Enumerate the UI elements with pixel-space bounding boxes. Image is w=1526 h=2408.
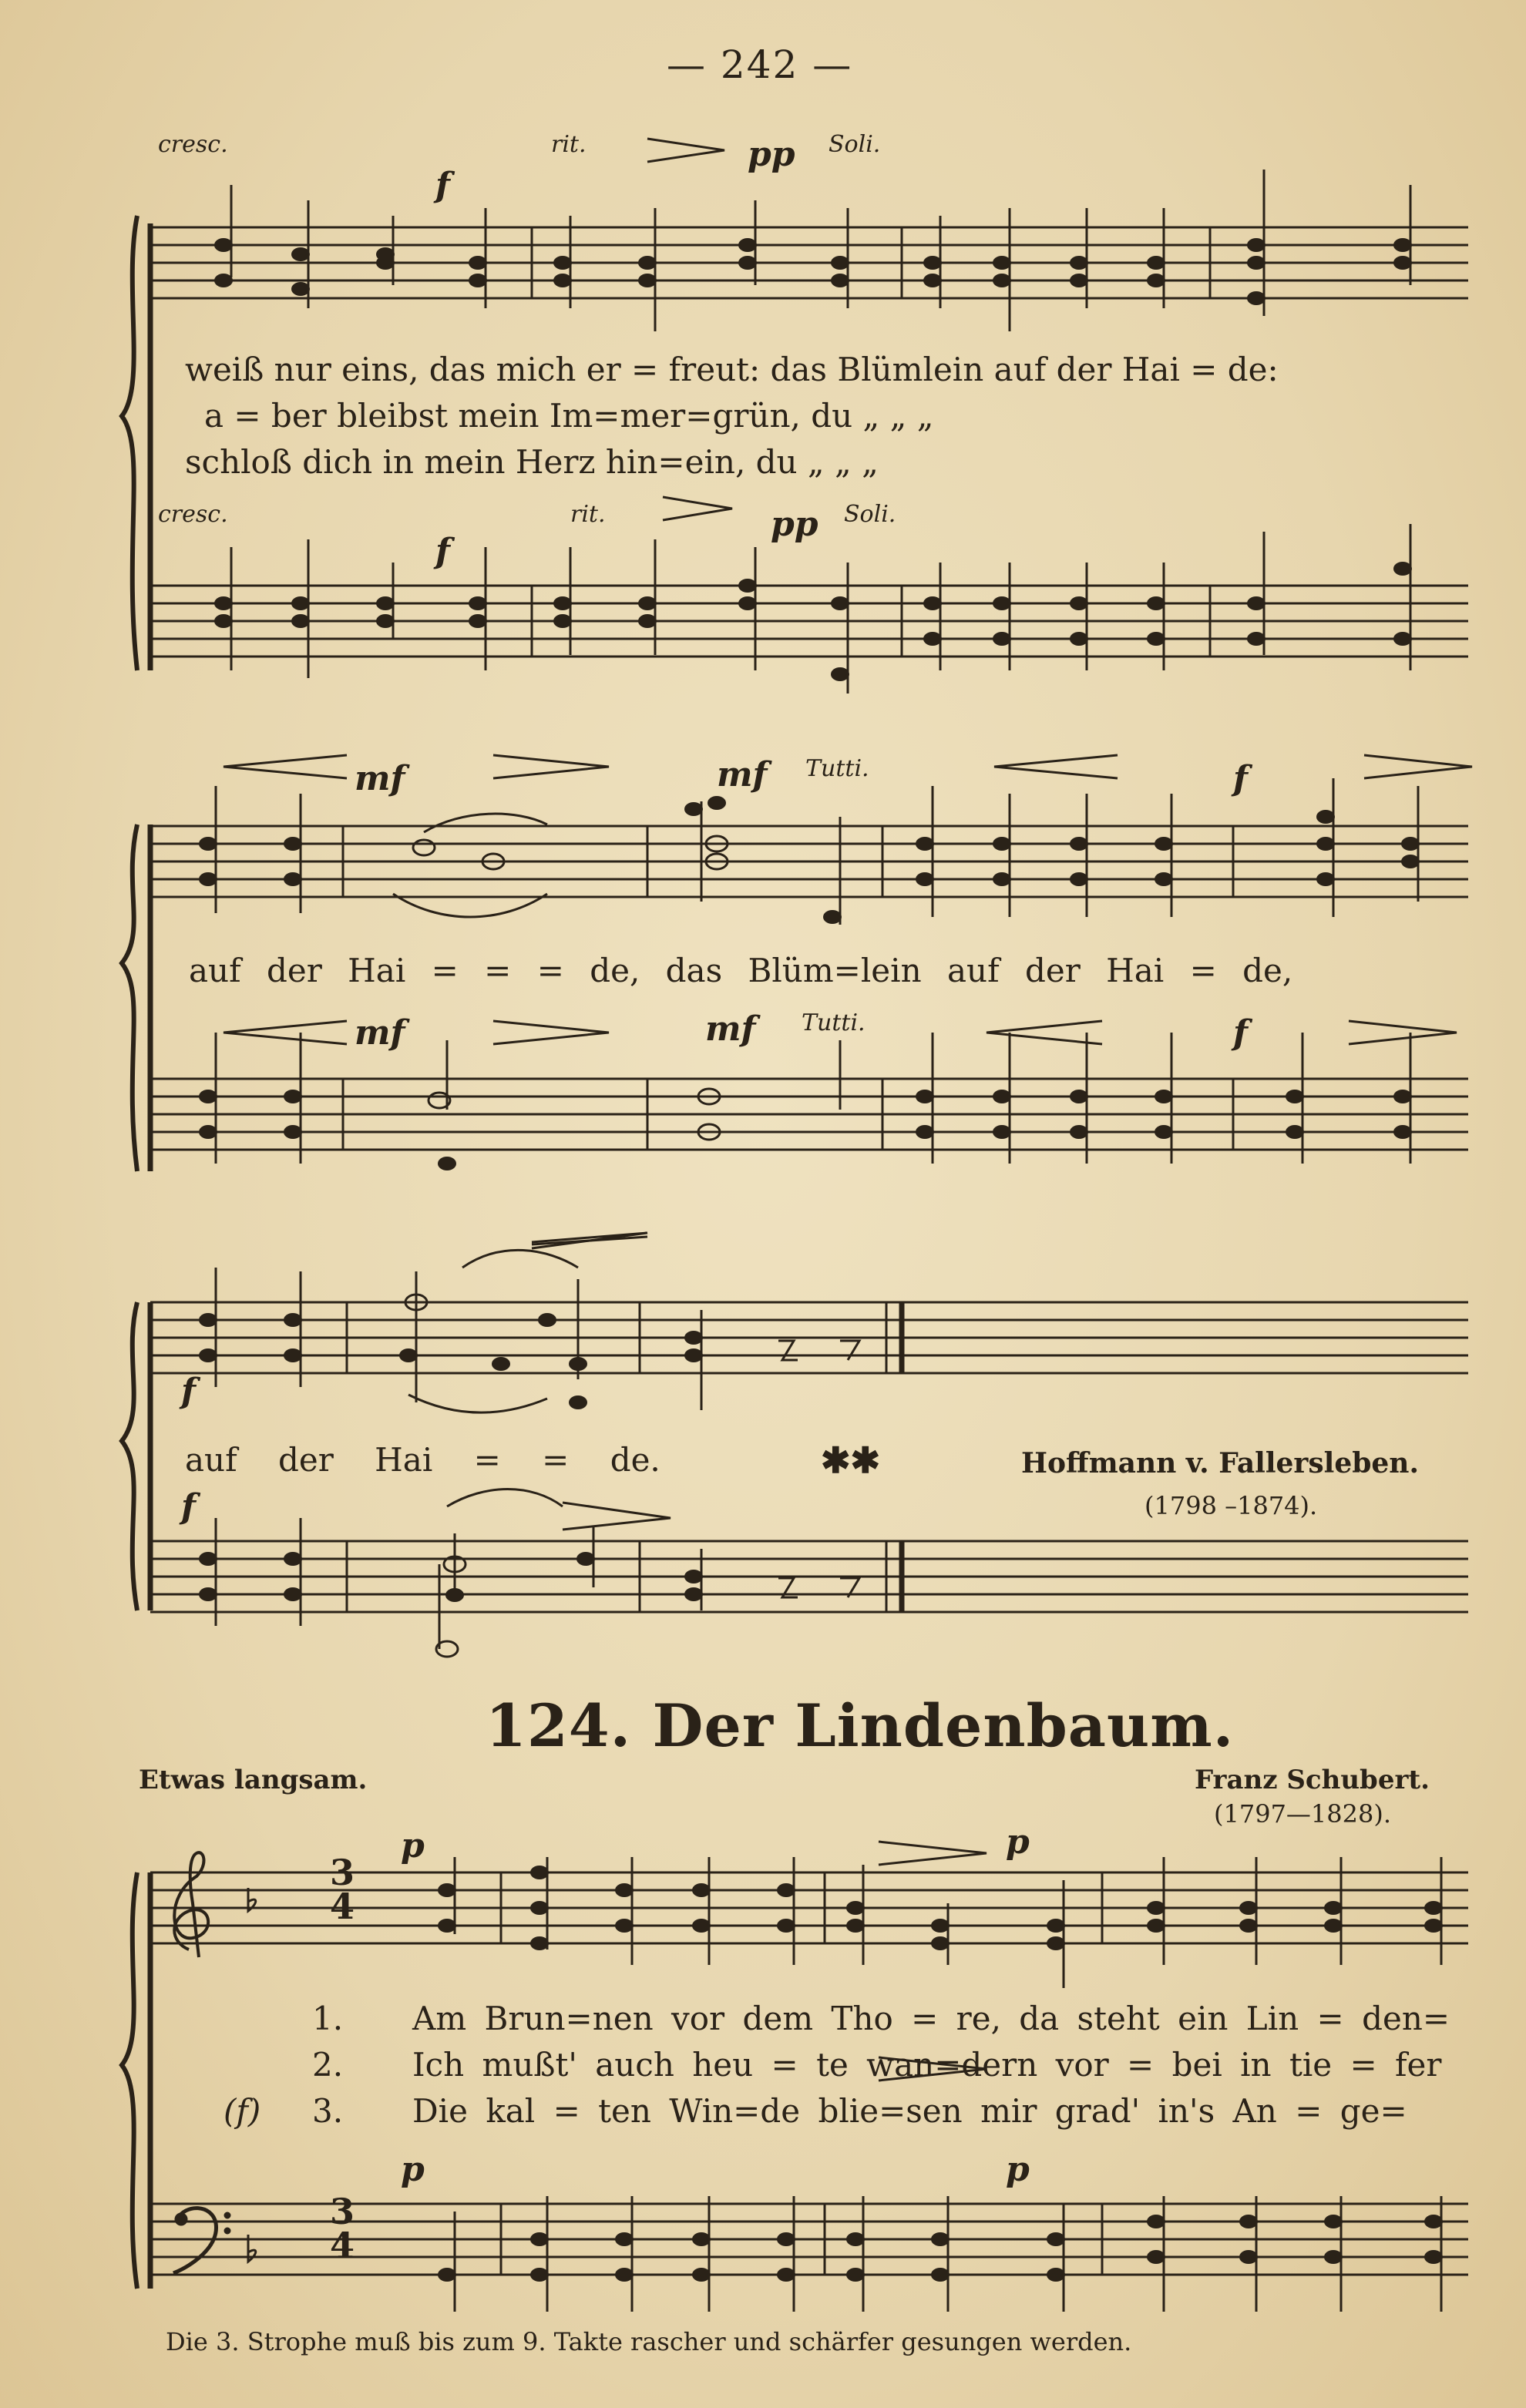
- s1-lyric-line-1: weiß nur eins, das mich er = freut: das Blümlein auf der Hai = de:: [185, 351, 1279, 388]
- verse-2-number: 2.: [312, 2046, 344, 2084]
- verse-3-text: Die kal = ten Win=de blie=sen mir grad' in's An = ge=: [412, 2092, 1407, 2130]
- tutti-marking: Tutti.: [805, 755, 869, 782]
- f-marking-s2: f: [1233, 759, 1248, 798]
- s1-lyric-line-3: schloß dich in mein Herz hin=ein, du „ „ „: [185, 443, 879, 481]
- poet-name: Hoffmann v. Fallersleben.: [1021, 1447, 1420, 1479]
- mf-marking-s2-lower: mf: [355, 1013, 405, 1053]
- cresc-marking: cresc.: [158, 131, 228, 158]
- s1-lyric-line-2: a = ber bleibst mein Im=mer=grün, du „ „ „: [204, 397, 934, 435]
- verse-1-text: Am Brun=nen vor dem Tho = re, da steht ein Lin = den=: [412, 2000, 1450, 2037]
- verse-3-dynamic: (f): [224, 2092, 261, 2130]
- mf-marking-s2b-lower: mf: [705, 1009, 756, 1049]
- s2-lyric-line: auf der Hai = = = de, das Blüm=lein auf der Hai = de,: [189, 952, 1293, 989]
- time-sig-top: 3: [330, 1852, 355, 1893]
- cresc-marking-lower: cresc.: [158, 501, 228, 528]
- time-sig-bottom-bass: 4: [330, 2225, 355, 2266]
- poet-dates: (1798 –1874).: [1144, 1491, 1318, 1520]
- p-marking-lower-2: p: [1006, 2150, 1030, 2189]
- verse-3-number: 3.: [312, 2092, 344, 2130]
- footnote: Die 3. Strophe muß bis zum 9. Takte rascher und schärfer gesungen werden.: [166, 2327, 1132, 2356]
- f-marking-s2-lower: f: [1233, 1013, 1248, 1053]
- composer-name: Franz Schubert.: [1195, 1765, 1430, 1795]
- tutti-marking-lower: Tutti.: [802, 1009, 866, 1036]
- song-title: 124. Der Lindenbaum.: [486, 1691, 1235, 1760]
- f-marking-s3-lower: f: [181, 1487, 196, 1526]
- mf-marking-s2: mf: [355, 759, 405, 798]
- p-marking-1: p: [401, 1826, 425, 1866]
- time-signature-bass: [330, 2191, 355, 2266]
- p-marking-lower-1: p: [401, 2150, 425, 2189]
- system-4-staves: [116, 1834, 1472, 2335]
- f-marking-s3: f: [181, 1372, 196, 1411]
- soli-marking: Soli.: [829, 131, 881, 158]
- time-signature-treble: [330, 1852, 355, 1927]
- time-sig-bottom: 4: [330, 1886, 355, 1927]
- tempo-marking: Etwas langsam.: [139, 1765, 368, 1795]
- rit-marking-lower: rit.: [570, 501, 606, 528]
- pp-marking-lower: pp: [771, 505, 818, 544]
- rit-marking: rit.: [551, 131, 587, 158]
- soli-marking-lower: Soli.: [844, 501, 896, 528]
- composer-dates: (1797—1828).: [1214, 1799, 1392, 1829]
- f-marking-lower: f: [435, 532, 450, 571]
- p-marking-2: p: [1006, 1822, 1030, 1862]
- f-marking: f: [435, 166, 450, 205]
- s3-lyric-line: auf der Hai = = de.: [185, 1441, 660, 1479]
- time-sig-top-bass: 3: [330, 2191, 355, 2232]
- verse-2-text: Ich mußt' auch heu = te wan=dern vor = bei in tie = fer: [412, 2046, 1442, 2084]
- mf-marking-s2b: mf: [717, 755, 768, 794]
- verse-1-number: 1.: [312, 2000, 344, 2037]
- page-number: — 242 —: [667, 42, 853, 87]
- pp-marking: pp: [748, 135, 795, 174]
- ornament-stars: ✱✱: [821, 1439, 881, 1481]
